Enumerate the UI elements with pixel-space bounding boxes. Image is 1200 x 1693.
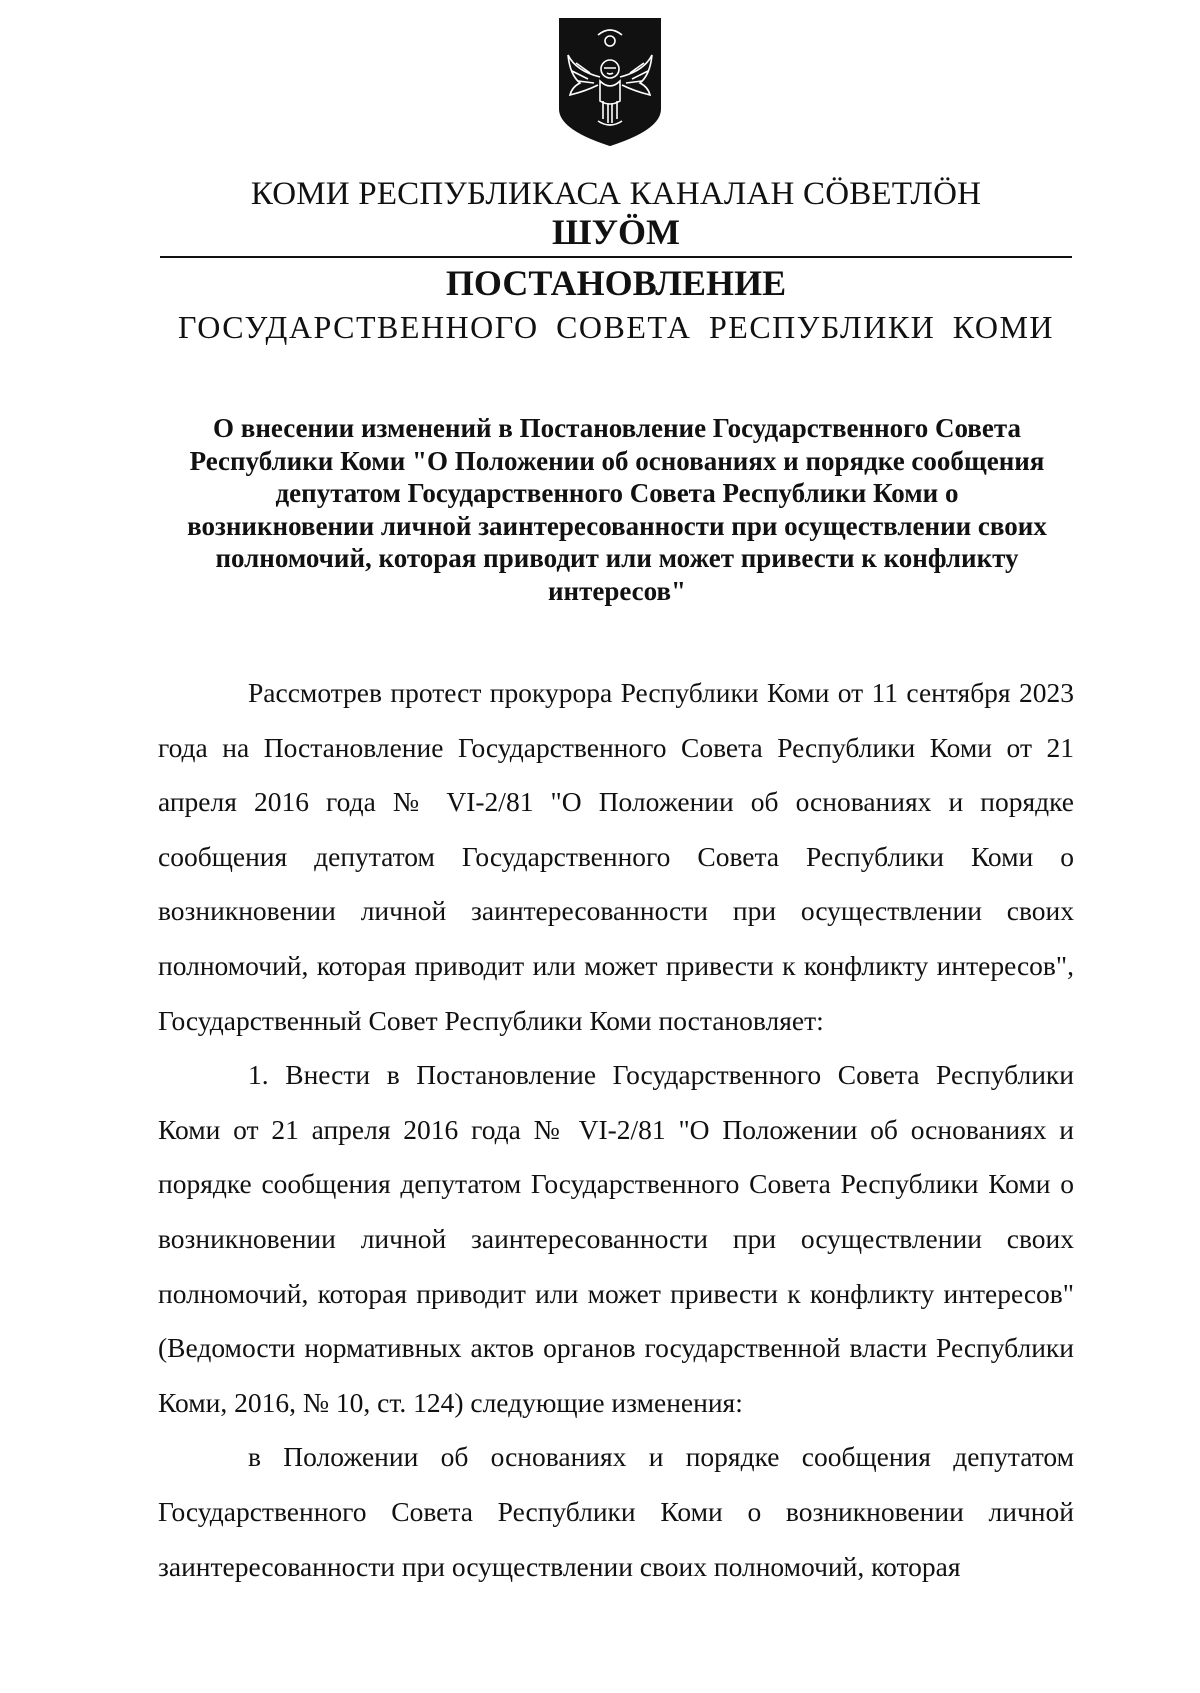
body-paragraph: Рассмотрев протест прокурора Республики Коми от 11 сентября 2023 года на Постановление Государственного Совета Республики Коми от 21 апреля 2016 года № VI-2/81 "О Положении об основаниях и порядке сообщения депутатом Государственного Совета Республики Коми о возникновении личной заинтересованности при осуществлении своих полномочий, которая приводит или может привести к конфликту интересов", Государственный Совет Республики Коми постановляет: (158, 677, 1074, 1036)
document-body (158, 666, 1074, 1594)
komi-council-title: КОМИ РЕСПУБЛИКАСА КАНАЛАН СÖВЕТЛÖН (250, 176, 982, 212)
komi-document-kind: ШУÖМ (552, 212, 680, 252)
document-subject: О внесении изменений в Постановление Государственного Совета Республики Коми "О Положении об основаниях и порядке сообщения депутатом Государственного Совета Республики Коми о возникновении личной заинтересованности при осуществлении своих полномочий, которая приводит или может привести к конфликту интересов" (187, 413, 1047, 606)
russian-council-title: ГОСУДАРСТВЕННОГО СОВЕТА РЕСПУБЛИКИ КОМИ (177, 309, 1054, 345)
komi-coat-of-arms-icon (558, 17, 662, 147)
body-paragraph: в Положении об основаниях и порядке сообщения депутатом Государственного Совета Республики Коми о возникновении личной заинтересованности при осуществлении своих полномочий, которая (158, 1441, 1074, 1582)
russian-document-kind: ПОСТАНОВЛЕНИЕ (445, 263, 787, 303)
body-paragraph: 1. Внести в Постановление Государственного Совета Республики Коми от 21 апреля 2016 года № VI-2/81 "О Положении об основаниях и порядке сообщения депутатом Государственного Совета Республики Коми о возникновении личной заинтересованности при осуществлении своих полномочий, которая приводит или может привести к конфликту интересов" (Ведомости нормативных актов органов государственной власти Республики Коми, 2016, № 10, ст. 124) следующие изменения: (158, 1059, 1074, 1418)
